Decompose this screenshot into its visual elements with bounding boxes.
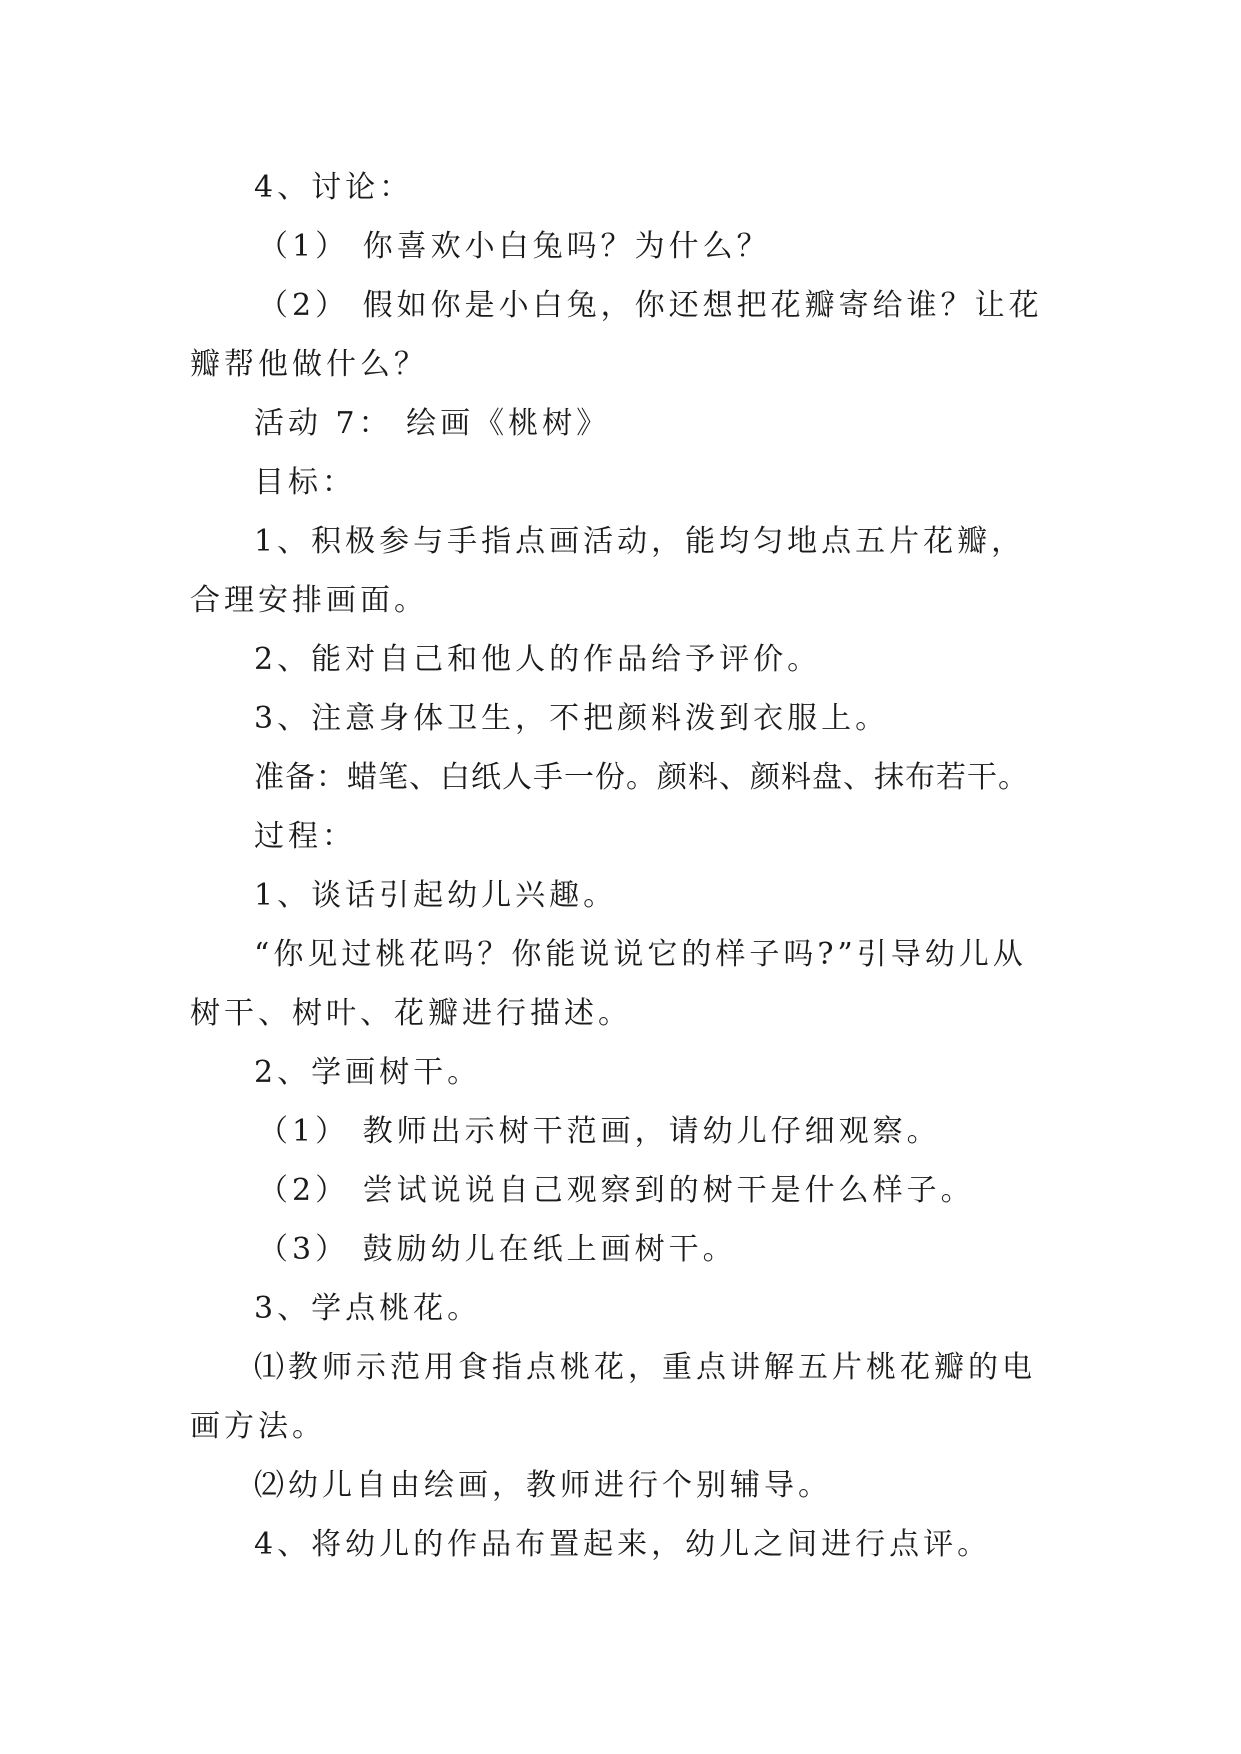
paragraph-goal-1: 1、积极参与手指点画活动，能均匀地点五片花瓣，合理安排画面。	[190, 524, 1026, 618]
paragraph-step-4: 4、将幼儿的作品布置起来，幼儿之间进行点评。	[254, 1527, 992, 1562]
paragraph-discussion-q2: （2） 假如你是小白兔，你还想把花瓣寄给谁？让花瓣帮他做什么？	[190, 288, 1043, 382]
paragraph-step-1-detail: “你见过桃花吗？你能说说它的样子吗?”引导幼儿从树干、树叶、花瓣进行描述。	[190, 937, 1027, 1031]
paragraph-goal-2: 2、能对自己和他人的作品给予评价。	[254, 642, 822, 677]
document-body	[190, 158, 1050, 1574]
paragraph-step-3: 3、学点桃花。	[254, 1291, 482, 1326]
paragraph-step-2-item-1: （1） 教师出示树干范画，请幼儿仔细观察。	[258, 1114, 941, 1149]
paragraph-preparation: 准备：蜡笔、白纸人手一份。颜料、颜料盘、抹布若干。	[254, 760, 1029, 795]
paragraph-process-heading: 过程：	[254, 819, 356, 854]
paragraph-step-3-item-2: ⑵幼儿自由绘画，教师进行个别辅导。	[254, 1468, 832, 1503]
paragraph-discussion-q1: （1） 你喜欢小白兔吗？为什么？	[258, 229, 771, 264]
paragraph-step-3-item-1: ⑴教师示范用食指点桃花，重点讲解五片桃花瓣的电画方法。	[190, 1350, 1036, 1444]
paragraph-step-2: 2、学画树干。	[254, 1055, 482, 1090]
paragraph-discussion-heading: 4、讨论：	[254, 170, 414, 205]
paragraph-goal-3: 3、注意身体卫生，不把颜料泼到衣服上。	[254, 701, 890, 736]
paragraph-goals-heading: 目标：	[254, 465, 356, 500]
paragraph-step-2-item-2: （2） 尝试说说自己观察到的树干是什么样子。	[258, 1173, 975, 1208]
paragraph-activity-title: 活动 7： 绘画《桃树》	[254, 406, 611, 441]
paragraph-step-1: 1、谈话引起幼儿兴趣。	[254, 878, 618, 913]
paragraph-step-2-item-3: （3） 鼓励幼儿在纸上画树干。	[258, 1232, 737, 1267]
